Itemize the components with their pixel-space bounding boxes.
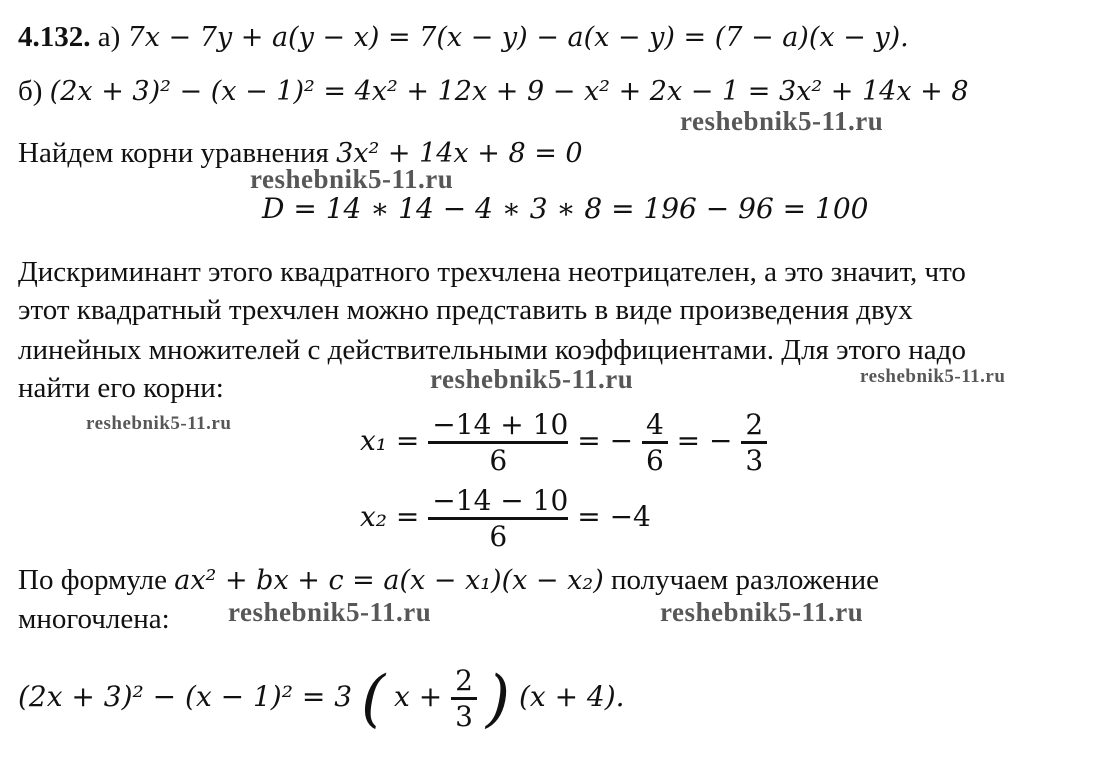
watermark: reshebnik5-11.ru [86, 413, 232, 434]
right-paren: ) [485, 661, 511, 735]
roots-equation: 3x² + 14x + 8 = 0 [336, 138, 583, 169]
x1-step2-denominator: 6 [642, 441, 668, 477]
paragraph-line-2: этот квадратный трехчлен можно представить в виде произведения двух [18, 294, 913, 326]
formula-prefix: По формуле [18, 564, 167, 596]
part-b-line [18, 74, 969, 109]
x2-equation [360, 484, 651, 553]
x2-fraction [428, 484, 568, 553]
x1-fraction [428, 408, 568, 477]
formula-line-2: многочлена: [18, 603, 170, 635]
x1-step3-denominator: 3 [741, 441, 767, 477]
final-right: (x + 4). [518, 680, 625, 713]
x2-numerator: −14 − 10 [432, 484, 569, 517]
formula-suffix: получаем разложение [610, 564, 880, 596]
formula-line [18, 563, 879, 598]
final-equation [18, 661, 625, 735]
x1-step2-fraction [642, 408, 668, 477]
final-left: (2x + 3)² − (x − 1)² = 3 [18, 680, 353, 713]
final-inner: x + [394, 680, 443, 713]
watermark: reshebnik5-11.ru [250, 164, 454, 194]
left-paren: ( [360, 661, 386, 735]
paragraph-line-3: линейных множителей с действительными коэффициентами. Для этого надо [18, 334, 966, 366]
x2-denominator: 6 [428, 517, 568, 553]
x2-result: = −4 [577, 500, 651, 533]
paragraph-line-1: Дискриминант этого квадратного трехчлена неотрицателен, а это значит, что [18, 256, 966, 288]
x1-numerator: −14 + 10 [432, 408, 569, 441]
part-a-expression: 7x − 7y + a(y − x) = 7(x − y) − a(x − y) = (7 − a)(x − y). [127, 22, 909, 53]
watermark: reshebnik5-11.ru [680, 106, 884, 136]
x1-step2-sign: = − [577, 424, 634, 457]
x2-label: x₂ = [360, 500, 420, 533]
x1-step2-numerator: 4 [645, 408, 664, 441]
x1-step3-sign: = − [676, 424, 733, 457]
watermark: reshebnik5-11.ru [228, 597, 432, 627]
final-fraction [451, 664, 477, 733]
discriminant-formula: D = 14 ∗ 14 − 4 ∗ 3 ∗ 8 = 196 − 96 = 100 [262, 192, 869, 225]
part-a-line [18, 20, 909, 55]
watermark: reshebnik5-11.ru [430, 364, 634, 394]
formula-expression: ax² + bx + c = a(x − x₁)(x − x₂) [174, 565, 604, 596]
final-frac-num: 2 [455, 664, 473, 697]
problem-number: 4.132. [18, 21, 91, 53]
paragraph-line-4: найти его корни: [18, 372, 224, 404]
x1-denominator: 6 [428, 441, 568, 477]
part-a-label: а) [97, 21, 121, 53]
x1-label: x₁ = [360, 424, 420, 457]
part-b-expression: (2x + 3)² − (x − 1)² = 4x² + 12x + 9 − x² + 2x − 1 = 3x² + 14x + 8 [49, 76, 969, 107]
x1-equation [360, 408, 767, 477]
watermark: reshebnik5-11.ru [660, 597, 864, 627]
roots-intro-text: Найдем корни уравнения [18, 137, 329, 169]
x1-step3-fraction [741, 408, 767, 477]
watermark: reshebnik5-11.ru [860, 366, 1006, 387]
part-b-label: б) [18, 75, 43, 107]
final-frac-den: 3 [451, 697, 477, 733]
x1-step3-numerator: 2 [745, 408, 764, 441]
